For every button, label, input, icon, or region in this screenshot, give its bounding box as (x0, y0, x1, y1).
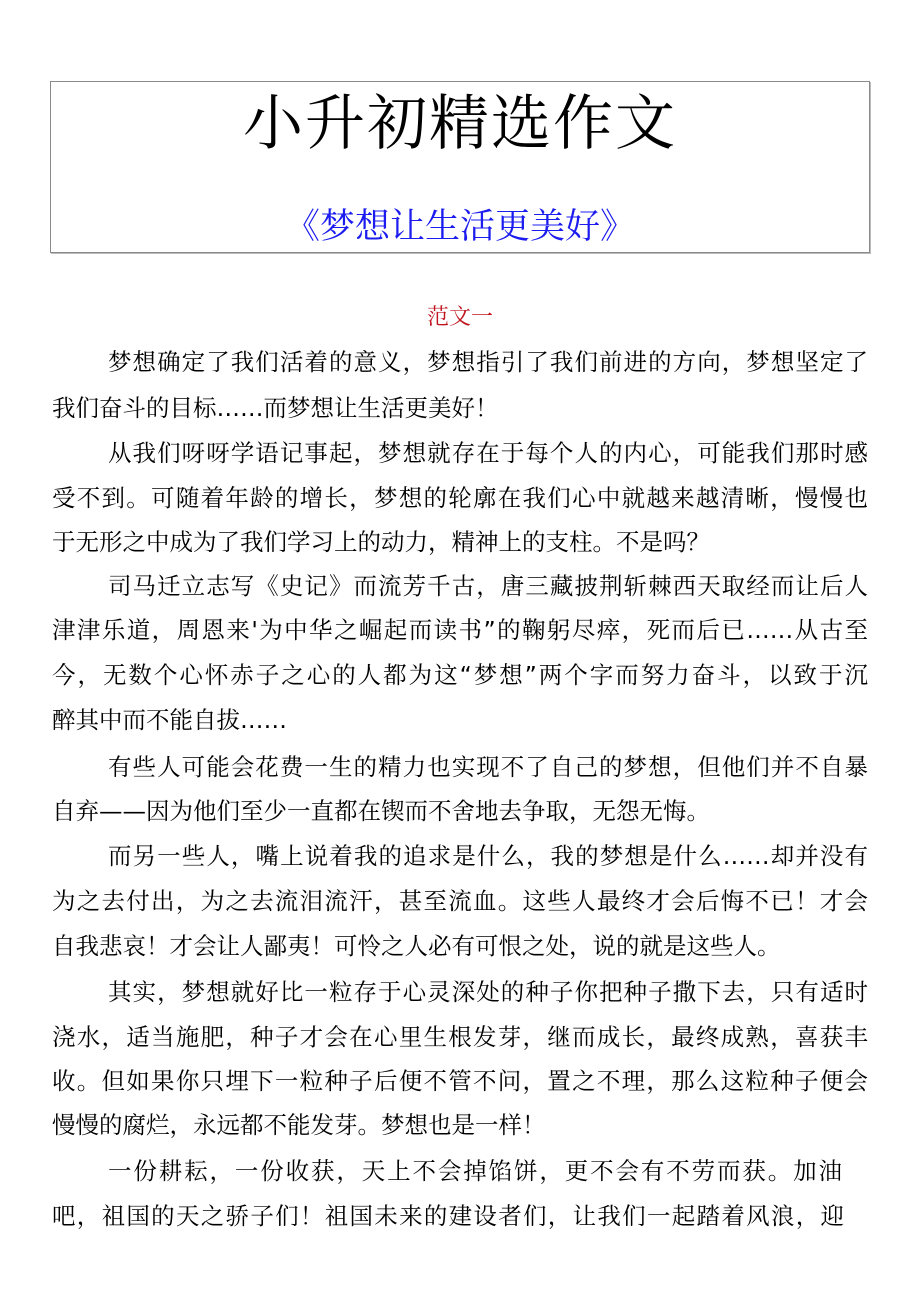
paragraph-line: 而另一些人，嘴上说着我的追求是什么，我的梦想是什么……却并没有 (108, 842, 868, 870)
paragraph-line: 其实，梦想就好比一粒存于心灵深处的种子你把种子撒下去，只有适时 (108, 978, 868, 1006)
paragraph-line: 一份耕耘，一份收获，天上不会掉馅饼，更不会有不劳而获。加油 (108, 1157, 842, 1185)
paragraph-line: 从我们呀呀学语记事起，梦想就存在于每个人的内心，可能我们那时感 (108, 439, 868, 467)
paragraph-line: 浇水，适当施肥，种子才会在心里生根发芽，继而成长，最终成熟，喜获丰 (52, 1023, 868, 1051)
essay-title: 《梦想让生活更美好》 (284, 207, 635, 247)
paragraph-line: 慢慢的腐烂，永远都不能发芽。梦想也是一样！ (52, 1111, 546, 1139)
document-title: 小升初精选作文 (243, 89, 677, 159)
paragraph-line: 受不到。可随着年龄的增长，梦想的轮廓在我们心中就越来越清晰，慢慢也 (52, 484, 868, 512)
paragraph-line: 我们奋斗的目标……而梦想让生活更美好！ (52, 394, 499, 422)
paragraph-line: 今，无数个心怀赤子之心的人都为这“梦想”两个字而努力奋斗，以致于沉 (52, 661, 868, 689)
paragraph-line: 于无形之中成为了我们学习上的动力，精神上的支柱。不是吗？ (52, 528, 710, 556)
paragraph-line: 司马迁立志写《史记》而流芳千古，唐三藏披荆斩棘西天取经而让后人 (108, 572, 868, 600)
paragraph-line: 吧，祖国的天之骄子们！祖国未来的建设者们，让我们一起踏着风浪，迎 (52, 1202, 844, 1230)
paragraph-line: 收。但如果你只埋下一粒种子后便不管不问，置之不理，那么这粒种子便会 (52, 1067, 868, 1095)
paragraph-line: 为之去付出，为之去流泪流汗，甚至流血。这些人最终才会后悔不已！才会 (52, 887, 868, 915)
paragraph-line: 自我悲哀！才会让人鄙夷！可怜之人必有可恨之处，说的就是这些人。 (52, 932, 781, 960)
paragraph-line: 自弃——因为他们至少一直都在锲而不舍地去争取，无怨无悔。 (52, 797, 710, 825)
paragraph-line: 梦想确定了我们活着的意义，梦想指引了我们前进的方向，梦想坚定了 (108, 348, 868, 376)
section-label: 范文一 (426, 305, 493, 330)
paragraph-line: 津津乐道，周恩来'为中华之崛起而读书”的鞠躬尽瘁，死而后已……从古至 (52, 616, 868, 644)
paragraph-line: 醉其中而不能自拔…… (52, 706, 287, 734)
paragraph-line: 有些人可能会花费一生的精力也实现不了自己的梦想，但他们并不自暴 (108, 753, 868, 781)
